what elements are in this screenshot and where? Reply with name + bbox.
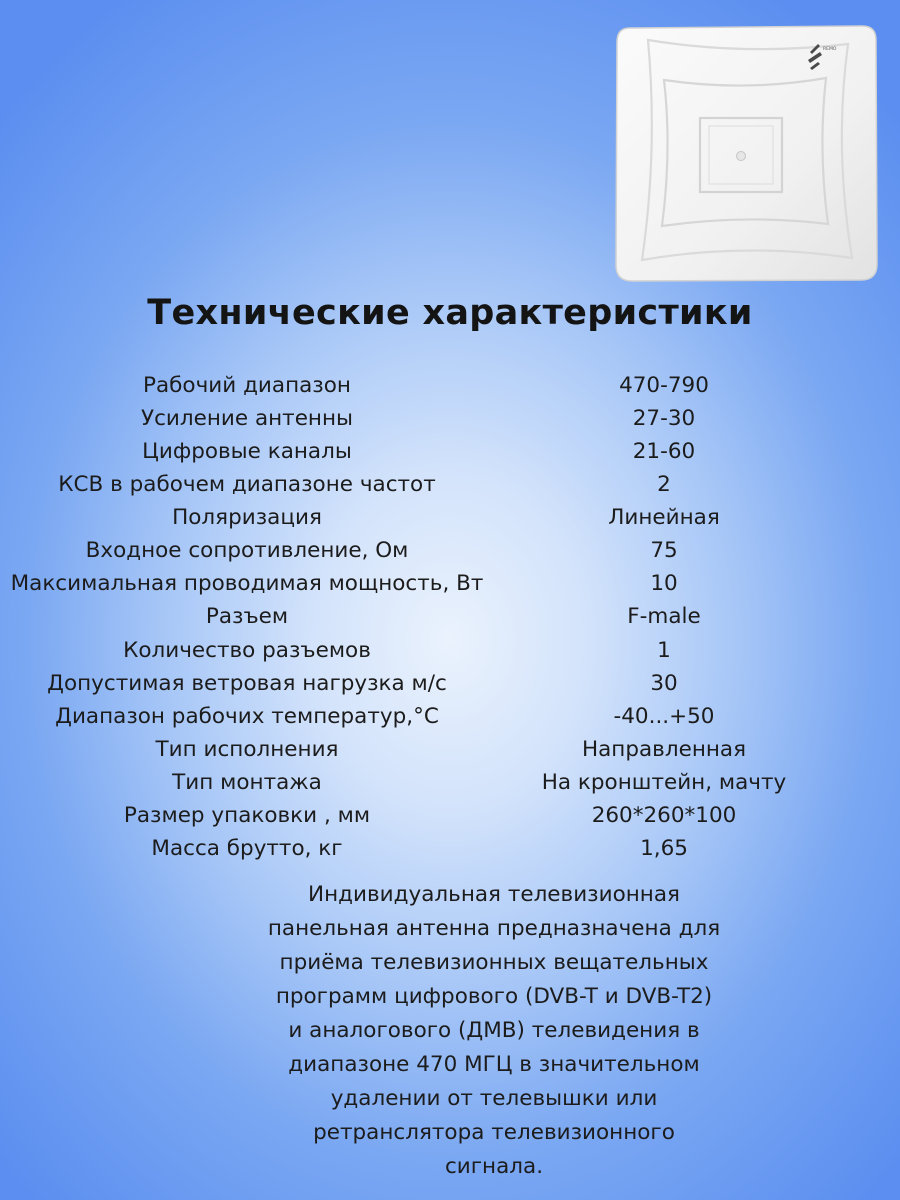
description-line: удалении от телевышки или (330, 1086, 658, 1111)
spec-value: На кронштейн, мачту (541, 769, 787, 795)
spec-row (0, 733, 900, 766)
spec-label: Усиление антенны (140, 406, 354, 432)
spec-row (0, 799, 900, 832)
description-line: диапазоне 470 МГЦ в значительном (288, 1052, 700, 1077)
spec-label: Размер упаковки , мм (123, 802, 371, 828)
spec-row (0, 832, 900, 865)
spec-value: 260*260*100 (591, 802, 737, 828)
description-line: и аналогового (ДМВ) телевидения в (288, 1018, 700, 1043)
description-line: панельная антенна предназначена для (267, 916, 721, 941)
spec-value: 470-790 (619, 373, 709, 398)
spec-label: Рабочий диапазон (143, 373, 351, 398)
spec-value: F-male (627, 604, 701, 630)
spec-row (0, 369, 900, 402)
spec-label: Масса брутто, кг (151, 835, 343, 861)
description-line: программ цифрового (DVB-T и DVB-T2) (275, 984, 713, 1009)
description-line: ретранслятора телевизионного (313, 1120, 675, 1145)
spec-label: Тип монтажа (172, 769, 322, 795)
spec-row (0, 534, 900, 567)
spec-label: Максимальная проводимая мощность, Вт (10, 571, 484, 597)
spec-value: 30 (650, 670, 678, 696)
spec-row (0, 766, 900, 799)
spec-row (0, 600, 900, 633)
spec-label: Цифровые каналы (142, 439, 352, 465)
spec-row (0, 700, 900, 733)
spec-value: 10 (650, 571, 678, 597)
description-line: сигнала. (444, 1154, 544, 1179)
spec-label: КСВ в рабочем диапазоне частот (58, 472, 436, 498)
spec-label: Допустимая ветровая нагрузка м/с (47, 670, 447, 696)
product-description (200, 878, 788, 1184)
spec-value: 1 (657, 637, 671, 663)
antenna-product-image (612, 22, 880, 284)
spec-row (0, 567, 900, 600)
spec-label: Количество разъемов (123, 637, 371, 663)
spec-row (0, 501, 900, 534)
svg-text:REMO: REMO (823, 47, 837, 52)
page-title: Технические характеристики (147, 293, 753, 333)
spec-value: 75 (650, 538, 678, 564)
spec-value: 21-60 (632, 439, 696, 465)
spec-label: Поляризация (172, 505, 322, 531)
spec-row (0, 667, 900, 700)
spec-row (0, 435, 900, 468)
spec-row (0, 634, 900, 667)
specs-table (0, 369, 900, 865)
spec-label: Разъем (205, 604, 289, 630)
spec-value: -40...+50 (613, 703, 715, 729)
spec-value: 1,65 (640, 835, 688, 861)
spec-label: Тип исполнения (155, 736, 339, 762)
spec-row (0, 402, 900, 435)
spec-value: Направленная (581, 736, 747, 762)
spec-label: Входное сопротивление, Ом (85, 538, 409, 564)
spec-row (0, 468, 900, 501)
description-line: приёма телевизионных вещательных (279, 950, 709, 975)
spec-value: Линейная (608, 505, 720, 531)
description-line: Индивидуальная телевизионная (308, 882, 680, 907)
spec-value: 27-30 (632, 406, 696, 432)
spec-label: Диапазон рабочих температур,°С (55, 703, 439, 729)
spec-value: 2 (657, 472, 671, 498)
